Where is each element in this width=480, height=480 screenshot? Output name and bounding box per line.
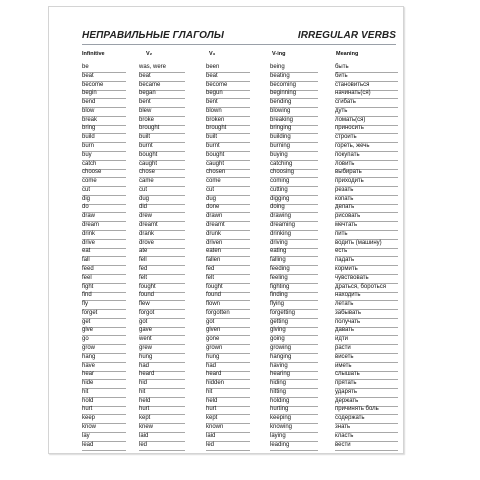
v3-cell: built [206, 134, 218, 141]
v-ing-cell: beating [270, 72, 290, 79]
meaning-cell: приходить [335, 178, 364, 185]
infinitive-cell: dig [82, 195, 91, 202]
page-title-russian: НЕПРАВИЛЬНЫЕ ГЛАГОЛЫ [82, 30, 224, 41]
v-ing-cell: catching [270, 160, 293, 167]
meaning-cell: ловить [335, 160, 355, 167]
v3-cell: fought [206, 283, 223, 290]
meaning-cell: причинять боль [335, 406, 379, 413]
v3-cell: kept [206, 415, 218, 422]
v3-cell: grown [206, 344, 223, 351]
v-ing-cell: fighting [270, 283, 290, 290]
meaning-cell: летать [335, 301, 354, 308]
v-ing-cell: hiding [270, 380, 287, 387]
infinitive-cell: be [82, 64, 89, 70]
v3-cell: heard [206, 371, 222, 378]
meaning-cell: бить [335, 72, 348, 79]
v2-cell: felt [139, 274, 148, 281]
v3-cell: come [206, 178, 221, 185]
header-meaning: Meaning [336, 51, 359, 57]
v3-cell: got [206, 318, 215, 325]
infinitive-cell: eat [82, 248, 91, 255]
v2-cell: dug [139, 195, 150, 202]
infinitive-cell: forget [82, 309, 98, 316]
meaning-cell: расти [335, 344, 351, 351]
v-ing-cell: burning [270, 143, 291, 150]
infinitive-cell: drink [82, 230, 96, 237]
v2-cell: dreamt [139, 222, 158, 229]
meaning-cell: резать [335, 186, 354, 193]
v2-cell: hid [139, 380, 148, 387]
meaning-cell: идти [335, 336, 348, 343]
v2-cell: bought [139, 151, 158, 158]
v-ing-cell: cutting [270, 186, 288, 193]
v3-cell: drunk [206, 230, 222, 237]
v3-cell: done [206, 204, 220, 211]
infinitive-cell: have [82, 362, 96, 369]
meaning-cell: приносить [335, 125, 364, 132]
infinitive-cell: do [82, 204, 89, 211]
infinitive-cell: fight [82, 283, 94, 290]
v2-cell: built [139, 134, 151, 141]
v2-cell: hit [139, 388, 146, 395]
v2-cell: knew [139, 423, 154, 430]
row-underline [335, 450, 398, 451]
meaning-cell: ударять [335, 388, 358, 395]
meaning-cell: пить [335, 230, 348, 237]
v-ing-cell: blowing [270, 107, 291, 114]
row-underline [206, 450, 250, 451]
infinitive-cell: dream [82, 222, 100, 229]
v-ing-cell: flying [270, 301, 285, 308]
v2-cell: led [139, 441, 148, 448]
infinitive-cell: feel [82, 274, 92, 281]
infinitive-cell: fly [82, 301, 88, 308]
v3-cell: fed [206, 265, 215, 272]
v-ing-cell: building [270, 134, 291, 141]
meaning-cell: водить (машину) [335, 239, 382, 246]
v2-cell: began [139, 90, 156, 97]
v2-cell: cut [139, 186, 148, 193]
meaning-cell: есть [335, 248, 348, 255]
v-ing-cell: eating [270, 248, 287, 255]
meaning-cell: делать [335, 204, 355, 211]
v2-cell: did [139, 204, 148, 211]
v-ing-cell: bringing [270, 125, 292, 132]
infinitive-cell: cut [82, 186, 91, 193]
v3-cell: been [206, 64, 220, 70]
v3-cell: laid [206, 432, 216, 439]
v-ing-cell: buying [270, 151, 288, 158]
infinitive-cell: hide [82, 380, 94, 387]
v-ing-cell: digging [270, 195, 290, 202]
infinitive-cell: give [82, 327, 94, 334]
infinitive-cell: begin [82, 90, 97, 97]
v2-cell: was, were [139, 64, 167, 70]
v2-cell: broke [139, 116, 155, 123]
meaning-cell: копать [335, 195, 354, 202]
v2-cell: chose [139, 169, 156, 176]
v-ing-cell: drawing [270, 213, 292, 220]
v3-cell: found [206, 292, 222, 299]
infinitive-cell: choose [82, 169, 102, 176]
v2-cell: bent [139, 99, 151, 106]
infinitive-cell: become [82, 81, 104, 88]
v-ing-cell: being [270, 64, 285, 70]
v3-cell: dug [206, 195, 217, 202]
infinitive-cell: bend [82, 99, 96, 106]
page-title-english: IRREGULAR VERBS [297, 30, 396, 41]
v2-cell: blew [139, 107, 152, 114]
v3-cell: become [206, 81, 228, 88]
v2-cell: had [139, 362, 150, 369]
v3-cell: felt [206, 274, 215, 281]
v2-cell: kept [139, 415, 151, 422]
v-ing-cell: leading [270, 441, 290, 448]
infinitive-cell: keep [82, 415, 96, 422]
v-ing-cell: hanging [270, 353, 292, 360]
meaning-cell: становиться [335, 81, 370, 88]
v2-cell: brought [139, 125, 160, 132]
meaning-cell: прятать [335, 380, 357, 387]
v3-cell: known [206, 423, 224, 430]
row-underline [139, 450, 185, 451]
v2-cell: caught [139, 160, 158, 167]
header-v2: V₂ [146, 51, 153, 57]
v2-cell: hung [139, 353, 153, 360]
v3-cell: eaten [206, 248, 222, 255]
v2-cell: came [139, 178, 154, 185]
v2-cell: heard [139, 371, 155, 378]
infinitive-cell: hang [82, 353, 96, 360]
v2-cell: drove [139, 239, 155, 246]
v-ing-cell: giving [270, 327, 286, 334]
infinitive-cell: get [82, 318, 91, 325]
infinitive-cell: come [82, 178, 97, 185]
v2-cell: became [139, 81, 161, 88]
v3-cell: broken [206, 116, 225, 123]
v-ing-cell: growing [270, 344, 292, 351]
v2-cell: ate [139, 248, 148, 255]
v3-cell: forgotten [206, 309, 230, 316]
v-ing-cell: hitting [270, 388, 287, 395]
v2-cell: flew [139, 301, 150, 308]
v2-cell: laid [139, 432, 149, 439]
v3-cell: drawn [206, 213, 223, 220]
meaning-cell: покупать [335, 151, 360, 158]
meaning-cell: класть [335, 432, 354, 439]
infinitive-cell: go [82, 336, 89, 343]
infinitive-cell: bring [82, 125, 96, 132]
meaning-cell: держать [335, 397, 359, 404]
v3-cell: led [206, 441, 215, 448]
v3-cell: blown [206, 107, 222, 114]
v2-cell: got [139, 318, 148, 325]
infinitive-cell: burn [82, 143, 95, 150]
meaning-cell: драться, бороться [335, 283, 386, 290]
infinitive-cell: break [82, 116, 98, 123]
v2-cell: fell [139, 257, 147, 264]
infinitive-cell: fall [82, 257, 90, 264]
v-ing-cell: keeping [270, 415, 292, 422]
v3-cell: fallen [206, 257, 221, 264]
infinitive-cell: build [82, 134, 95, 141]
v3-cell: beat [206, 72, 218, 79]
title-bar [82, 30, 396, 45]
meaning-cell: получать [335, 318, 361, 325]
v3-cell: caught [206, 160, 225, 167]
v-ing-cell: coming [270, 178, 290, 185]
meaning-cell: знать [335, 423, 351, 430]
infinitive-cell: lead [82, 441, 94, 448]
meaning-cell: кормить [335, 265, 358, 272]
meaning-cell: гореть, жечь [335, 143, 370, 150]
v-ing-cell: becoming [270, 81, 297, 88]
meaning-cell: иметь [335, 362, 352, 369]
meaning-cell: падать [335, 257, 355, 264]
meaning-cell: давать [335, 327, 355, 334]
v2-cell: hurt [139, 406, 150, 413]
v3-cell: dreamt [206, 222, 225, 229]
v-ing-cell: knowing [270, 423, 293, 430]
v3-cell: flown [206, 301, 221, 308]
infinitive-cell: drive [82, 239, 96, 246]
meaning-cell: быть [335, 64, 349, 70]
v-ing-cell: hearing [270, 371, 291, 378]
v3-cell: bent [206, 99, 218, 106]
v-ing-cell: drinking [270, 230, 292, 237]
v3-cell: burnt [206, 143, 220, 150]
v-ing-cell: bending [270, 99, 292, 106]
v2-cell: fed [139, 265, 148, 272]
v3-cell: driven [206, 239, 223, 246]
infinitive-cell: know [82, 423, 97, 430]
v-ing-cell: choosing [270, 169, 295, 176]
v3-cell: hidden [206, 380, 225, 387]
infinitive-cell: beat [82, 72, 94, 79]
v3-cell: held [206, 397, 218, 404]
infinitive-cell: hear [82, 371, 95, 378]
v3-cell: brought [206, 125, 227, 132]
v2-cell: beat [139, 72, 151, 79]
meaning-cell: ломать(ся) [335, 116, 366, 123]
infinitive-cell: catch [82, 160, 97, 167]
v3-cell: hurt [206, 406, 217, 413]
v2-cell: forgot [139, 309, 155, 316]
header-infinitive: Infinitive [82, 51, 105, 57]
v-ing-cell: laying [270, 432, 286, 439]
v-ing-cell: hurting [270, 406, 289, 413]
table-row [82, 442, 398, 453]
v-ing-cell: forgetting [270, 309, 296, 316]
infinitive-cell: hurt [82, 406, 93, 413]
v-ing-cell: feeding [270, 265, 290, 272]
v-ing-cell: falling [270, 257, 286, 264]
meaning-cell: забывать [335, 309, 362, 316]
infinitive-cell: lay [82, 432, 90, 439]
header-v-ing: V-ing [272, 51, 286, 57]
meaning-cell: мечтать [335, 222, 358, 229]
v-ing-cell: holding [270, 397, 290, 404]
v-ing-cell: doing [270, 204, 285, 211]
v2-cell: drew [139, 213, 153, 220]
meaning-cell: строить [335, 134, 357, 141]
v2-cell: went [139, 336, 152, 343]
v2-cell: found [139, 292, 155, 299]
v-ing-cell: having [270, 362, 288, 369]
v2-cell: fought [139, 283, 156, 290]
v2-cell: gave [139, 327, 153, 334]
v3-cell: chosen [206, 169, 226, 176]
v-ing-cell: dreaming [270, 222, 296, 229]
v-ing-cell: beginning [270, 90, 297, 97]
meaning-cell: вести [335, 441, 351, 448]
meaning-cell: рисовать [335, 213, 361, 220]
meaning-cell: находить [335, 292, 361, 299]
v-ing-cell: going [270, 336, 285, 343]
v-ing-cell: finding [270, 292, 288, 299]
v-ing-cell: driving [270, 239, 288, 246]
row-underline [82, 450, 126, 451]
meaning-cell: выбирать [335, 169, 362, 176]
v2-cell: burnt [139, 143, 153, 150]
header-v3: V₃ [209, 51, 216, 57]
meaning-cell: чувствовать [335, 274, 369, 281]
meaning-cell: слышать [335, 371, 360, 378]
meaning-cell: начинать(ся) [335, 90, 371, 97]
v3-cell: hung [206, 353, 220, 360]
infinitive-cell: blow [82, 107, 95, 114]
v3-cell: hit [206, 388, 213, 395]
v-ing-cell: feeling [270, 274, 288, 281]
meaning-cell: сгибать [335, 99, 356, 106]
v2-cell: grew [139, 344, 153, 351]
v3-cell: begun [206, 90, 223, 97]
v2-cell: held [139, 397, 151, 404]
v3-cell: given [206, 327, 221, 334]
v3-cell: bought [206, 151, 225, 158]
infinitive-cell: hit [82, 388, 89, 395]
meaning-cell: висеть [335, 353, 354, 360]
meaning-cell: дуть [335, 107, 348, 114]
row-underline [270, 450, 318, 451]
infinitive-cell: grow [82, 344, 96, 351]
v3-cell: cut [206, 186, 215, 193]
v-ing-cell: breaking [270, 116, 294, 123]
v3-cell: gone [206, 336, 220, 343]
infinitive-cell: buy [82, 151, 92, 158]
infinitive-cell: feed [82, 265, 94, 272]
infinitive-cell: hold [82, 397, 94, 404]
meaning-cell: содержать [335, 415, 365, 422]
v-ing-cell: getting [270, 318, 289, 325]
v3-cell: had [206, 362, 217, 369]
v2-cell: drank [139, 230, 155, 237]
infinitive-cell: find [82, 292, 92, 299]
infinitive-cell: draw [82, 213, 96, 220]
